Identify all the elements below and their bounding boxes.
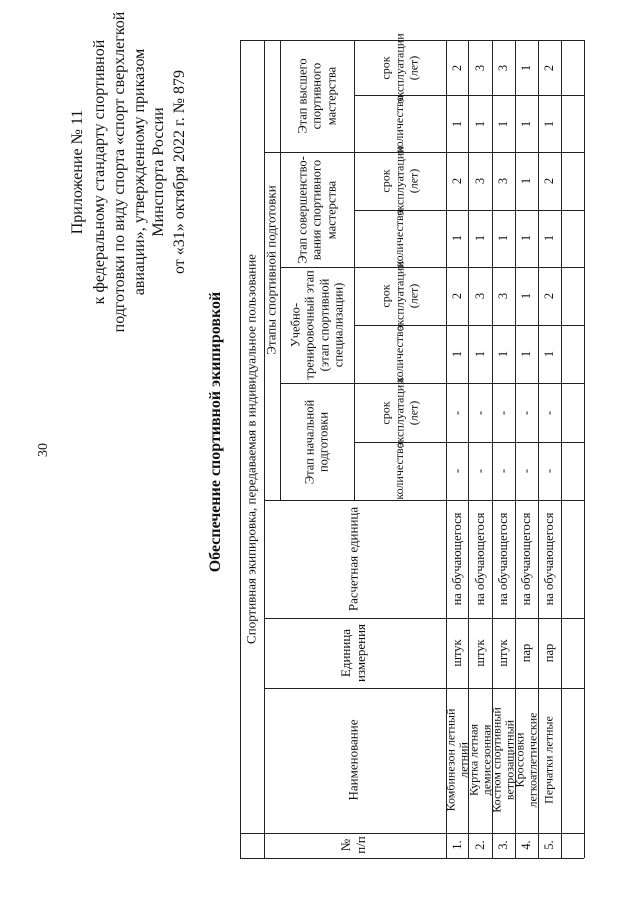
row-number: 3. xyxy=(495,840,510,850)
col-header-calc: Расчетная единица xyxy=(345,506,361,612)
row-value-cell: - xyxy=(541,468,556,474)
appendix-line: Минспорта России xyxy=(149,107,167,237)
row-value-cell: 2 xyxy=(541,64,556,72)
sub-header-qty: количество xyxy=(392,325,407,383)
row-value-cell: 1 xyxy=(541,120,556,128)
sub-header-qty: количество xyxy=(392,95,407,153)
row-value-cell: 3 xyxy=(472,292,487,300)
row-value-cell: - xyxy=(472,410,487,416)
row-value-cell: 3 xyxy=(472,177,487,185)
row-value-cell: - xyxy=(518,410,533,416)
col-header-unit: Единица измерения xyxy=(338,623,368,683)
appendix-line: авиации», утвержденному приказом xyxy=(130,48,148,296)
row-value-cell: - xyxy=(495,410,510,416)
row-name: Куртка летная демисезонная xyxy=(466,724,493,796)
row-value-cell: - xyxy=(518,468,533,474)
row-value-cell: 3 xyxy=(495,177,510,185)
row-value-cell: 1 xyxy=(518,177,533,185)
row-name: Костюм спортивный ветрозащитный xyxy=(489,707,516,813)
row-value-cell: - xyxy=(449,410,464,416)
row-unit: пар xyxy=(518,643,533,663)
row-name: Кроссовки легкоатлетические xyxy=(512,712,539,808)
table-group-header: Спортивная экипировка, передаваемая в индивидуальное пользование xyxy=(243,254,259,644)
appendix-title: Приложение № 11 xyxy=(68,109,86,235)
stage-header-2: Учебно-тренировочный этап (этап спортивной специализации) xyxy=(288,270,346,380)
row-value-cell: 2 xyxy=(449,64,464,72)
appendix-line: подготовки по виду спорта «спорт сверхлегкой xyxy=(110,11,128,333)
row-unit: пар xyxy=(541,643,556,663)
row-value-cell: 2 xyxy=(449,177,464,185)
row-value-cell: 1 xyxy=(449,350,464,358)
row-value-cell: 3 xyxy=(495,292,510,300)
row-value-cell: 2 xyxy=(449,292,464,300)
sub-header-qty: количество xyxy=(392,442,407,500)
appendix-order-line: от «31» октября 2022 г. № 879 xyxy=(170,69,188,275)
page-number: 30 xyxy=(35,443,51,457)
row-name: Комбинезон летный летний xyxy=(443,708,470,812)
row-unit: штук xyxy=(449,639,464,667)
sub-header-term: срок эксплуатации (лет) xyxy=(378,33,420,103)
row-number: 2. xyxy=(472,840,487,850)
sub-header-term: срок эксплуатации (лет) xyxy=(378,146,420,216)
sub-header-term: срок эксплуатации (лет) xyxy=(378,261,420,331)
row-value-cell: 1 xyxy=(541,350,556,358)
appendix-line: к федеральному стандарту спортивной xyxy=(90,39,108,305)
section-title: Обеспечение спортивной экипировкой xyxy=(206,291,224,573)
col-header-name: Наименование xyxy=(345,719,361,801)
row-calc-unit: на обучающегося xyxy=(495,512,510,606)
sub-header-qty: количество xyxy=(392,209,407,267)
row-value-cell: 1 xyxy=(518,64,533,72)
col-header-num: № п/п xyxy=(338,836,368,854)
row-name: Перчатки летные xyxy=(541,716,556,804)
row-value-cell: - xyxy=(472,468,487,474)
row-value-cell: - xyxy=(541,410,556,416)
row-value-cell: 1 xyxy=(518,234,533,242)
row-value-cell: 1 xyxy=(541,234,556,242)
row-calc-unit: на обучающегося xyxy=(449,512,464,606)
row-number: 1. xyxy=(449,840,464,850)
row-number: 4. xyxy=(518,840,533,850)
row-value-cell: 1 xyxy=(472,234,487,242)
row-unit: штук xyxy=(472,639,487,667)
row-calc-unit: на обучающегося xyxy=(541,512,556,606)
stage-header-4: Этап высшего спортивного мастерства xyxy=(295,58,339,134)
row-calc-unit: на обучающегося xyxy=(518,512,533,606)
row-value-cell: 1 xyxy=(518,350,533,358)
sub-header-term: срок эксплуатации (лет) xyxy=(378,378,420,448)
row-value-cell: 1 xyxy=(472,120,487,128)
row-value-cell: 2 xyxy=(541,177,556,185)
row-number: 5. xyxy=(541,840,556,850)
row-value-cell: 1 xyxy=(495,234,510,242)
row-value-cell: 1 xyxy=(449,234,464,242)
row-value-cell: 1 xyxy=(495,350,510,358)
row-calc-unit: на обучающегося xyxy=(472,512,487,606)
stage-header-3: Этап совершенство-вания спортивного мастерства xyxy=(295,156,339,264)
row-value-cell: 2 xyxy=(541,292,556,300)
row-value-cell: - xyxy=(449,468,464,474)
row-value-cell: 1 xyxy=(449,120,464,128)
table-stages-header: Этапы спортивной подготовки xyxy=(263,185,279,355)
row-value-cell: - xyxy=(495,468,510,474)
row-value-cell: 1 xyxy=(472,350,487,358)
row-value-cell: 1 xyxy=(495,120,510,128)
row-value-cell: 1 xyxy=(518,292,533,300)
stage-header-1: Этап начальной подготовки xyxy=(302,399,331,485)
row-value-cell: 3 xyxy=(472,64,487,72)
row-value-cell: 1 xyxy=(518,120,533,128)
row-value-cell: 3 xyxy=(495,64,510,72)
row-unit: штук xyxy=(495,639,510,667)
